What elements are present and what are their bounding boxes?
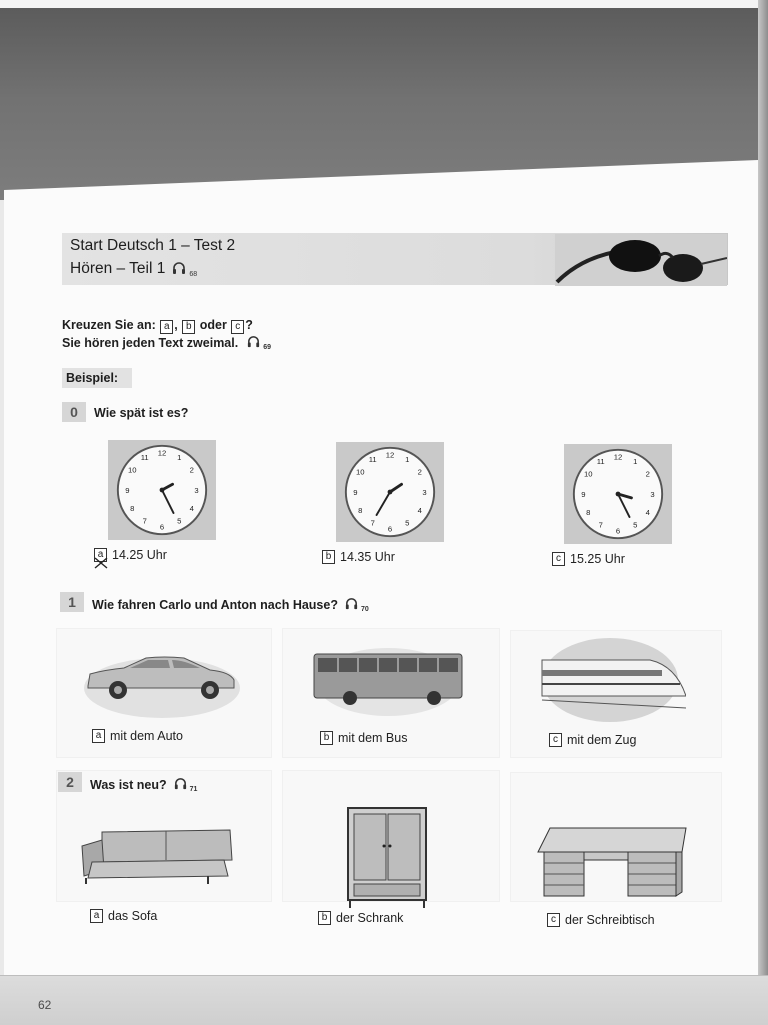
page-title: Start Deutsch 1 – Test 2: [70, 237, 236, 254]
svg-text:12: 12: [613, 452, 623, 462]
question-number: 1: [60, 592, 84, 612]
answer-option-b[interactable]: [322, 550, 395, 564]
instruction-text: Kreuzen Sie an:: [62, 318, 156, 332]
track-number: 71: [189, 786, 198, 793]
analog-clock-icon: [114, 442, 210, 538]
cross-mark-icon: [94, 557, 108, 569]
section-title-text: Hören – Teil 1: [70, 259, 166, 277]
option-box-a: a: [160, 320, 173, 334]
svg-text:5: 5: [405, 518, 410, 528]
svg-text:6: 6: [159, 522, 165, 532]
example-label: Beispiel:: [62, 368, 132, 388]
svg-text:2: 2: [417, 467, 422, 477]
svg-text:8: 8: [358, 506, 363, 516]
svg-text:4: 4: [645, 508, 650, 518]
page-footer: [0, 975, 768, 1025]
option-box-c: c: [231, 320, 244, 334]
question-text: [92, 596, 369, 613]
wardrobe-image: [346, 806, 428, 910]
svg-text:10: 10: [355, 467, 365, 477]
answer-option-b[interactable]: [320, 731, 407, 745]
svg-text:11: 11: [596, 457, 605, 467]
svg-text:2: 2: [189, 465, 194, 475]
instruction-line-2: [62, 334, 271, 351]
svg-text:9: 9: [125, 485, 130, 495]
headphones-icon[interactable]: [344, 596, 369, 613]
svg-text:12: 12: [157, 448, 167, 458]
answer-option-c[interactable]: [549, 733, 636, 747]
answer-option-a[interactable]: [94, 548, 167, 562]
svg-text:1: 1: [177, 453, 182, 463]
svg-text:11: 11: [368, 455, 377, 465]
headphones-icon[interactable]: [246, 334, 271, 351]
svg-text:6: 6: [387, 524, 393, 534]
bus-image: [310, 640, 466, 720]
comma: ,: [174, 318, 178, 332]
svg-text:11: 11: [140, 453, 149, 463]
answer-text: der Schreibtisch: [565, 913, 655, 927]
answer-text: mit dem Bus: [338, 731, 408, 745]
section-title: [70, 259, 197, 278]
option-box-b: b: [182, 320, 195, 334]
checkbox-a[interactable]: a: [92, 729, 105, 743]
track-number: 68: [189, 271, 198, 278]
answer-text: mit dem Auto: [110, 729, 183, 743]
svg-text:7: 7: [142, 516, 147, 526]
track-number: 69: [263, 344, 272, 351]
instruction-text-2: Sie hören jeden Text zweimal.: [62, 335, 239, 350]
clock-image-b: [336, 442, 444, 542]
scan-right-edge: [758, 0, 768, 1024]
svg-text:1: 1: [405, 455, 410, 465]
question-text: [90, 776, 197, 793]
svg-text:5: 5: [633, 520, 638, 530]
svg-text:6: 6: [615, 526, 621, 536]
svg-text:3: 3: [194, 485, 199, 495]
svg-text:3: 3: [422, 487, 427, 497]
checkbox-letter: a: [97, 549, 104, 560]
answer-text: 15.25 Uhr: [570, 552, 625, 566]
svg-text:7: 7: [598, 520, 603, 530]
svg-text:9: 9: [581, 489, 586, 499]
answer-text: 14.25 Uhr: [112, 548, 167, 562]
checkbox-b[interactable]: b: [318, 911, 331, 925]
question-label: Wie spät ist es?: [94, 406, 189, 420]
svg-text:4: 4: [417, 506, 422, 516]
checkbox-c[interactable]: c: [552, 552, 565, 566]
svg-text:1: 1: [633, 457, 638, 467]
checkbox-b[interactable]: b: [320, 731, 333, 745]
page-number: 62: [38, 998, 52, 1012]
analog-clock-icon: [342, 444, 438, 540]
car-image: [84, 638, 240, 718]
instruction-line-1: [62, 318, 253, 334]
svg-text:4: 4: [189, 504, 194, 514]
svg-text:8: 8: [586, 508, 591, 518]
question-label: Wie fahren Carlo und Anton nach Hause?: [92, 597, 338, 612]
clock-image-a: [108, 440, 216, 540]
checkbox-a[interactable]: [94, 548, 107, 562]
sofa-image: [80, 826, 236, 888]
answer-option-c[interactable]: [552, 552, 625, 566]
question-text: [94, 406, 188, 420]
headphones-icon[interactable]: [171, 259, 197, 278]
answer-option-c[interactable]: [547, 913, 655, 927]
svg-text:8: 8: [130, 504, 135, 514]
checkbox-b[interactable]: b: [322, 550, 335, 564]
clock-image-c: [564, 444, 672, 544]
svg-text:9: 9: [353, 487, 358, 497]
answer-text: das Sofa: [108, 909, 158, 923]
checkbox-c[interactable]: c: [547, 913, 560, 927]
checkbox-a[interactable]: a: [90, 909, 103, 923]
svg-text:10: 10: [127, 465, 137, 475]
question-number: 0: [62, 402, 86, 422]
svg-text:7: 7: [370, 518, 375, 528]
svg-text:10: 10: [583, 469, 593, 479]
analog-clock-icon: [570, 446, 666, 542]
train-image: [540, 636, 686, 724]
svg-text:2: 2: [645, 469, 650, 479]
answer-option-a[interactable]: [92, 729, 183, 743]
or-word: oder: [199, 318, 227, 332]
track-number: 70: [360, 606, 369, 613]
question-number: 2: [58, 772, 82, 792]
answer-text: 14.35 Uhr: [340, 550, 395, 564]
desk-image: [536, 824, 690, 900]
answer-text: der Schrank: [336, 911, 404, 925]
svg-text:5: 5: [177, 516, 182, 526]
svg-text:3: 3: [650, 489, 655, 499]
question-label: Was ist neu?: [90, 777, 167, 792]
answer-option-a[interactable]: [90, 909, 157, 923]
question-mark: ?: [245, 318, 253, 332]
headphones-icon[interactable]: [173, 776, 198, 793]
checkbox-c[interactable]: c: [549, 733, 562, 747]
sunglasses-image: [555, 234, 727, 286]
answer-option-b[interactable]: [318, 911, 403, 925]
svg-text:12: 12: [385, 450, 395, 460]
answer-text: mit dem Zug: [567, 733, 637, 747]
